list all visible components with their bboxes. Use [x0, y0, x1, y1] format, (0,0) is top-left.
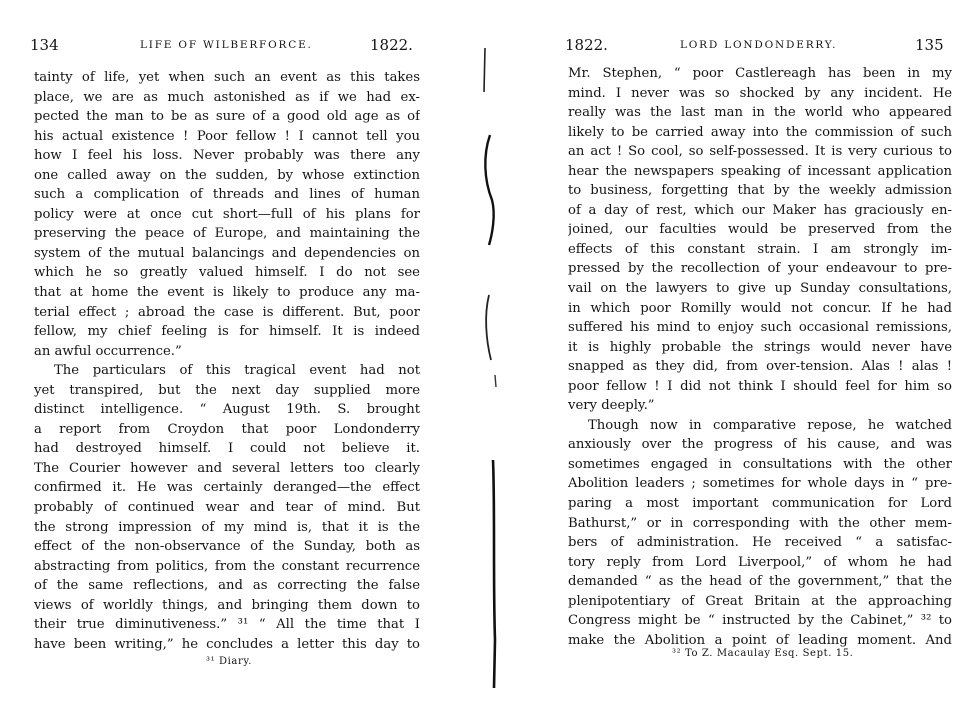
text-line: policy were at once cut short—full of his plans for: [34, 206, 420, 222]
text-line: demanded “ as the head of the government,” that the: [568, 574, 952, 590]
text-line: in which poor Romilly would not concur. If he had: [568, 300, 952, 316]
left-running-header: [30, 36, 420, 60]
text-line: one called away on the sudden, by whose extinction: [34, 167, 420, 183]
text-line: suffered his mind to enjoy such occasional remissions,: [568, 320, 952, 336]
text-line: an awful occurrence.”: [34, 343, 182, 359]
gutter-mark-top: [484, 48, 485, 92]
left-running-title: LIFE OF WILBERFORCE.: [140, 39, 313, 51]
text-line: tainty of life, yet when such an event as this takes: [34, 70, 420, 85]
text-line: The Courier however and several letters too clearly: [34, 460, 420, 476]
right-footnote: ³² To Z. Macaulay Esq. Sept. 15.: [672, 648, 854, 659]
left-page: [0, 0, 480, 705]
text-line: probably of continued wear and tear of mind. But: [34, 500, 420, 516]
text-line: Bathurst,” or in corresponding with the other mem-: [568, 515, 952, 531]
text-line: terial effect ; abroad the case is different. But, poor: [34, 304, 420, 320]
gutter-mark-curve: [485, 135, 493, 245]
text-line: bers of administration. He received “ a satisfac-: [568, 535, 952, 551]
text-line: had destroyed himself. I could not believe it.: [34, 441, 420, 457]
text-line: Abolition leaders ; sometimes for whole days in “ pre-: [568, 476, 952, 492]
text-line: preserving the peace of Europe, and maintaining the: [34, 226, 420, 242]
text-line: an act ! So cool, so self-possessed. It is very curious to: [568, 144, 952, 160]
text-line: abstracting from politics, from the constant recurrence: [34, 558, 420, 574]
text-line: the strong impression of my mind is, that it is the: [34, 519, 420, 535]
text-line: snapped as they did, from over-tension. Alas ! alas !: [568, 359, 952, 375]
text-line: likely to be carried away into the commission of such: [568, 124, 952, 140]
text-line: such a complication of threads and lines of human: [34, 187, 420, 203]
text-line: yet transpired, but the next day supplied more: [34, 382, 420, 398]
right-running-year: 1822.: [565, 36, 608, 54]
left-footnote: ³¹ Diary.: [206, 656, 253, 667]
gutter-mark-bottom: [493, 460, 495, 688]
right-page: [500, 0, 980, 705]
text-line: pected the man to be as sure of a good old age as of: [34, 109, 420, 125]
text-line: effect of the non-observance of the Sunday, both as: [34, 539, 420, 555]
text-line: to business, forgetting that by the weekly admission: [568, 183, 952, 199]
text-line: make the Abolition a point of leading moment. And: [568, 632, 952, 648]
text-line: confirmed it. He was certainly deranged—the effect: [34, 480, 420, 496]
text-line: anxiously over the progress of his cause, and was: [568, 437, 952, 453]
text-line: views of worldly things, and bringing them down to: [34, 597, 420, 613]
text-line: plenipotentiary of Great Britain at the approaching: [568, 593, 952, 609]
text-line: The particulars of this tragical event had not: [54, 363, 420, 379]
text-line: Mr. Stephen, “ poor Castlereagh has been in my: [568, 66, 952, 81]
gutter-mark-mid: [486, 295, 491, 360]
text-line: of the same reflections, and as correcting the false: [34, 578, 420, 594]
left-page-number: 134: [30, 36, 59, 54]
text-line: place, we are as much astonished as if we had ex-: [34, 89, 420, 105]
text-line: of a day of rest, which our Maker has graciously en-: [568, 202, 952, 218]
text-line: which he so greatly valued himself. I do not see: [34, 265, 420, 281]
right-running-title: LORD LONDONDERRY.: [680, 39, 838, 51]
text-line: it is highly probable the strings would never have: [568, 339, 952, 355]
left-running-year: 1822.: [370, 36, 413, 54]
text-line: pressed by the recollection of your endeavour to pre-: [568, 261, 952, 277]
text-line: mind. I never was so shocked by any incident. He: [568, 85, 952, 101]
text-line: really was the last man in the world who appeared: [568, 105, 952, 121]
text-line: fellow, my chief feeling is for himself. It is indeed: [34, 324, 420, 340]
text-line: tory reply from Lord Liverpool,” of whom he had: [568, 554, 952, 570]
text-line: a report from Croydon that poor Londonderry: [34, 421, 420, 437]
text-line: how I feel his loss. Never probably was there any: [34, 148, 420, 164]
text-line: distinct intelligence. “ August 19th. S. brought: [34, 402, 420, 418]
text-line: very deeply.”: [568, 398, 655, 414]
text-line: system of the mutual balancings and dependencies on: [34, 245, 420, 261]
text-line: sometimes engaged in consultations with the other: [568, 456, 952, 472]
right-running-header: [565, 36, 950, 60]
gutter-mark-dash: [495, 375, 496, 387]
text-line: vail on the lawyers to give up Sunday consultations,: [568, 281, 952, 297]
text-line: poor fellow ! I did not think I should feel for him so: [568, 378, 952, 394]
right-page-body: [568, 64, 952, 650]
right-page-number: 135: [915, 36, 944, 54]
text-line: paring a most important communication for Lord: [568, 496, 952, 512]
left-page-body: [34, 68, 420, 654]
text-line: joined, our faculties would be preserved from the: [568, 222, 952, 238]
text-line: their true diminutiveness.” ³¹ “ All the time that I: [34, 617, 420, 633]
text-line: that at home the event is likely to produce any ma-: [34, 285, 420, 301]
text-line: Congress might be “ instructed by the Cabinet,” ³² to: [568, 613, 952, 629]
text-line: Though now in comparative repose, he watched: [588, 417, 952, 433]
text-line: have been writing,” he concludes a letter this day to: [34, 636, 420, 652]
text-line: effects of this constant strain. I am strongly im-: [568, 241, 952, 257]
text-line: his actual existence ! Poor fellow ! I cannot tell you: [34, 128, 420, 144]
text-line: hear the newspapers speaking of incessant application: [568, 163, 952, 179]
